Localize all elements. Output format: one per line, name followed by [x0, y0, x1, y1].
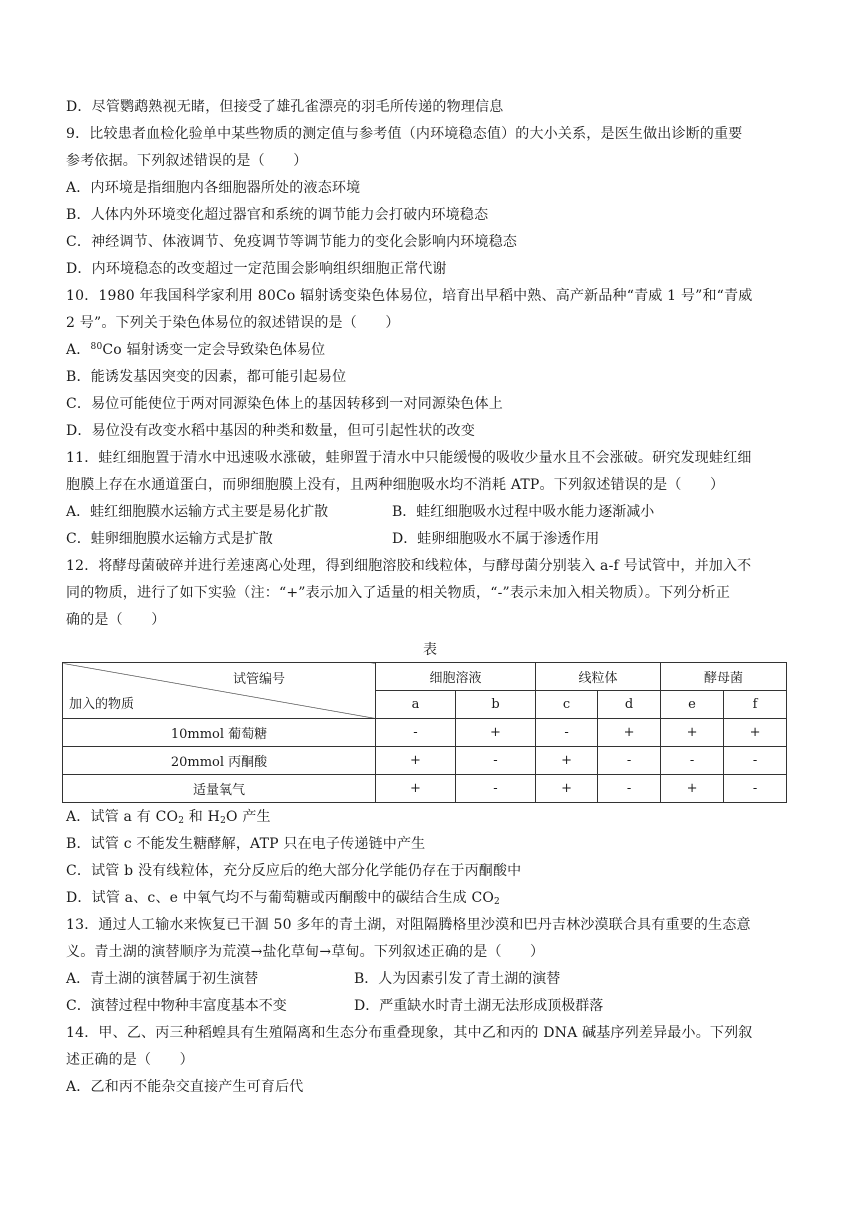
q10-option-d: D．易位没有改变水稻中基因的种类和数量，但可引起性状的改变	[66, 423, 476, 439]
table-cell: +	[536, 775, 598, 803]
table-cell: -	[456, 747, 536, 775]
tube-header: f	[724, 691, 787, 719]
table-cell: -	[536, 719, 598, 747]
q12-option-a: A．试管 a 有 $CO_2$ 和 $H_2O$ 产生	[66, 809, 271, 826]
table-cell: +	[376, 775, 456, 803]
q8-option-d: D．尽管鹦鹉熟视无睹，但接受了雄孔雀漂亮的羽毛所传递的物理信息	[66, 99, 504, 115]
q11-option-b: B．蛙红细胞吸水过程中吸水能力逐渐减小	[392, 504, 655, 520]
table-cell: -	[661, 747, 724, 775]
table-caption: 表	[423, 642, 437, 658]
table-row	[63, 775, 787, 803]
q11-option-a: A．蛙红细胞膜水运输方式主要是易化扩散	[66, 504, 329, 520]
q12-option-c: C．试管 b 没有线粒体，充分反应后的绝大部分化学能仍存在于丙酮酸中	[66, 863, 522, 879]
q10-stem-line2: 2 号”。下列关于染色体易位的叙述错误的是（ ）	[66, 315, 400, 331]
q13-stem-line2: 义。青土湖的演替顺序为荒漠→盐化草甸→草甸。下列叙述正确的是（ ）	[66, 944, 545, 960]
row-label-pyruvate: 20mmol 丙酮酸	[63, 747, 376, 775]
q12-option-b: B．试管 c 不能发生糖酵解，ATP 只在电子传递链中产生	[66, 836, 426, 852]
experiment-table	[62, 662, 787, 803]
tube-header: b	[456, 691, 536, 719]
q12-option-d: D．试管 a、c、e 中氧气均不与葡萄糖或丙酮酸中的碳结合生成 $CO_2$	[66, 890, 500, 907]
q14-stem-line2: 述正确的是（ ）	[66, 1052, 194, 1068]
table-cell: +	[661, 719, 724, 747]
q13-option-a: A．青土湖的演替属于初生演替	[66, 971, 259, 987]
table-cell: -	[724, 747, 787, 775]
table-cell: +	[598, 719, 661, 747]
table-corner-header	[63, 663, 376, 719]
q9-option-c: C．神经调节、体液调节、免疫调节等调节能力的变化会影响内环境稳态	[66, 234, 518, 250]
tube-header: e	[661, 691, 724, 719]
tube-header: a	[376, 691, 456, 719]
table-cell: +	[456, 719, 536, 747]
q10-stem-line1: 10．1980 年我国科学家利用 80Co 辐射诱变染色体易位，培育出早稻中熟、高产新品种“青威 1 号”和“青威	[66, 288, 753, 304]
table-cell: -	[724, 775, 787, 803]
table-cell: -	[598, 747, 661, 775]
q12-stem-line2: 同的物质，进行了如下实验（注：“+”表示加入了适量的相关物质，“-”表示未加入相关物质）。下列分析正	[66, 585, 731, 601]
q14-option-a: A．乙和丙不能杂交直接产生可育后代	[66, 1079, 304, 1095]
table-row	[63, 747, 787, 775]
table-row	[63, 719, 787, 747]
q13-stem-line1: 13．通过人工输水来恢复已干涸 50 多年的青土湖，对阻隔腾格里沙漠和巴丹吉林沙漠联合具有重要的生态意	[66, 917, 751, 933]
corner-label-substance: 加入的物质	[69, 697, 135, 712]
tube-header: c	[536, 691, 598, 719]
q9-option-b: B．人体内外环境变化超过器官和系统的调节能力会打破内环境稳态	[66, 207, 489, 223]
q10-option-c: C．易位可能使位于两对同源染色体上的基因转移到一对同源染色体上	[66, 396, 503, 412]
q11-stem-line1: 11．蛙红细胞置于清水中迅速吸水涨破，蛙卵置于清水中只能缓慢的吸收少量水且不会涨破。研究发现蛙红细	[66, 450, 752, 466]
q9-stem-line1: 9．比较患者血检化验单中某些物质的测定值与参考值（内环境稳态值）的大小关系，是医生做出诊断的重要	[66, 126, 743, 142]
q13-option-d: D．严重缺水时青土湖无法形成顶极群落	[354, 998, 604, 1014]
tube-header: d	[598, 691, 661, 719]
q12-stem-line3: 确的是（ ）	[66, 612, 166, 628]
q9-stem-line2: 参考依据。下列叙述错误的是（ ）	[66, 153, 308, 169]
table-cell: +	[661, 775, 724, 803]
group-header-mitochondria: 线粒体	[536, 663, 661, 691]
q9-option-a: A．内环境是指细胞内各细胞器所处的液态环境	[66, 180, 361, 196]
q13-option-c: C．演替过程中物种丰富度基本不变	[66, 998, 287, 1014]
table-cell: +	[536, 747, 598, 775]
table-cell: +	[724, 719, 787, 747]
table-cell: +	[376, 747, 456, 775]
q11-option-d: D．蛙卵细胞吸水不属于渗透作用	[392, 531, 600, 547]
q10-option-a: A．$^{80}$Co 辐射诱变一定会导致染色体易位	[66, 342, 326, 358]
table-cell: -	[376, 719, 456, 747]
row-label-glucose: 10mmol 葡萄糖	[63, 719, 376, 747]
table-cell: -	[456, 775, 536, 803]
table-cell: -	[598, 775, 661, 803]
q9-option-d: D．内环境稳态的改变超过一定范围会影响组织细胞正常代谢	[66, 261, 447, 277]
group-header-cytosol: 细胞溶液	[376, 663, 536, 691]
q12-stem-line1: 12．将酵母菌破碎并进行差速离心处理，得到细胞溶胶和线粒体，与酵母菌分别装入 a-f 号试管中，并加入不	[66, 558, 752, 574]
q11-option-c: C．蛙卵细胞膜水运输方式是扩散	[66, 531, 273, 547]
row-label-oxygen: 适量氧气	[63, 775, 376, 803]
q10-option-b: B．能诱发基因突变的因素，都可能引起易位	[66, 369, 347, 385]
q13-option-b: B．人为因素引发了青土湖的演替	[354, 971, 561, 987]
group-header-yeast: 酵母菌	[661, 663, 787, 691]
q11-stem-line2: 胞膜上存在水通道蛋白，而卵细胞膜上没有，且两种细胞吸水均不消耗 ATP。下列叙述错误的是（ ）	[66, 477, 725, 493]
q14-stem-line1: 14．甲、乙、丙三种稻蝗具有生殖隔离和生态分布重叠现象，其中乙和丙的 DNA 碱基序列差异最小。下列叙	[66, 1025, 753, 1041]
corner-label-tube: 试管编号	[232, 672, 285, 687]
